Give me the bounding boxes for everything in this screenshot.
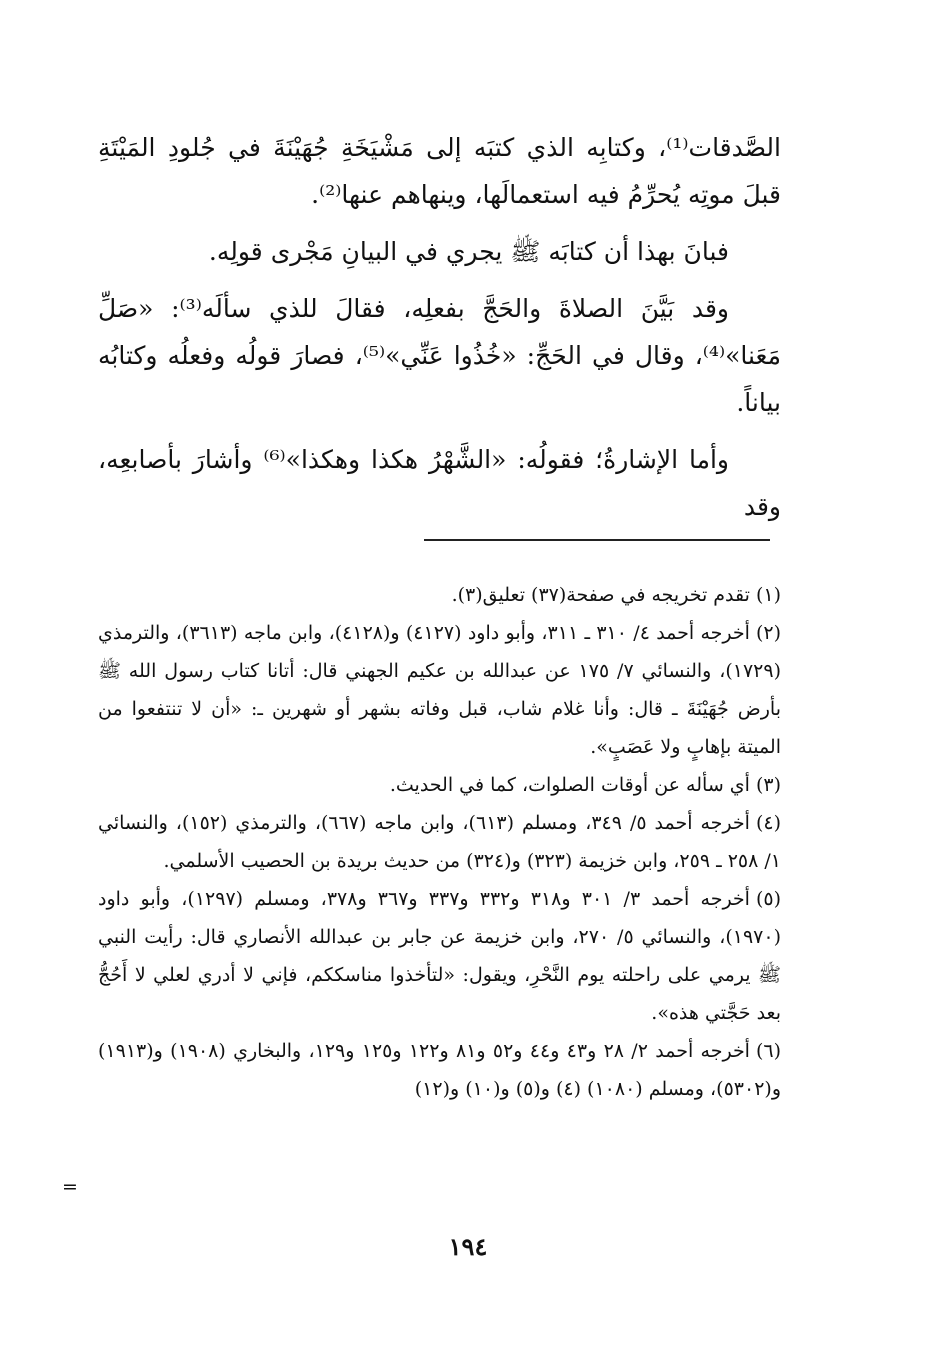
footnote-1 — [98, 576, 781, 614]
footnote-2 — [98, 614, 781, 766]
footnote-5 — [98, 880, 781, 1032]
footnote-number: (٣) — [755, 774, 781, 796]
continuation-mark: = — [62, 1176, 78, 1198]
paragraph-2: فبانَ بهذا أن كتابَه ﷺ يجري في البيانِ مَجْرى قولِه. — [208, 237, 729, 266]
footnote-number: (١) — [755, 584, 781, 606]
footnote-text: أخرجه أحمد ٥/ ٣٤٩، ومسلم (٦١٣)، وابن ماجه (٦٦٧)، والترمذي (١٥٢)، والنسائي ١/ ٢٥٨ ـ ٢٥٩، وابن خزيمة (٣٢٣) و(٣٢٤) من حديث بريدة بن الحصيب الأسلمي. — [98, 812, 781, 872]
footnote-separator — [424, 539, 770, 541]
footnote-text: أي سأله عن أوقات الصلوات، كما في الحديث. — [389, 774, 750, 796]
paragraph-3: وقد بَيَّنَ الصلاةَ والحَجَّ بفعلِه، فقالَ للذي سألَه⁽³⁾: «صَلِّ مَعَنا»⁽⁴⁾، وقال في الحَجِّ: «خُذُوا عَنِّي»⁽⁵⁾، فصارَ قولُه وفعلُه وكتابُه بياناً. — [98, 294, 781, 417]
footnote-number: (٤) — [755, 812, 781, 834]
footnotes — [98, 576, 781, 1108]
footnote-text: أخرجه أحمد ٤/ ٣١٠ ـ ٣١١، وأبو داود (٤١٢٧) و(٤١٢٨)، وابن ماجه (٣٦١٣)، والترمذي (١٧٢٩)، والنسائي ٧/ ١٧٥ عن عبدالله بن عكيم الجهني قال: أتانا كتاب رسول الله ﷺ بأرض جُهَيْنَةَ ـ قال: وأنا غلام شاب، قبل وفاته بشهر أو شهرين ـ: «أن لا تنتفعوا من الميتة بإهابٍ ولا عَصَبٍ». — [98, 622, 781, 758]
main-text — [98, 124, 781, 548]
footnote-number: (٦) — [755, 1040, 782, 1062]
footnote-4 — [98, 804, 781, 880]
footnote-3 — [98, 766, 781, 804]
footnote-text: تقدم تخريجه في صفحة(٣٧) تعليق(٣). — [451, 584, 750, 606]
footnote-text: أخرجه أحمد ٣/ ٣٠١ و٣١٨ و٣٣٢ و٣٣٧ و٣٦٧ و٣٧٨، ومسلم (١٢٩٧)، وأبو داود (١٩٧٠)، والنسائي ٥/ ٢٧٠، وابن خزيمة عن جابر بن عبدالله الأنصاري قال: رأيت النبي ﷺ يرمي على راحلته يوم النَّحْرِ، ويقول: «لتأخذوا مناسككم، فإني لا أدري لعلي لا أَحُجُّ بعد حَجَّتي هذه». — [98, 888, 781, 1024]
footnote-text: أخرجه أحمد ٢/ ٢٨ و٤٣ و٤٤ و٥٢ و٨١ و١٢٢ و١٢٥ و١٢٩، والبخاري (١٩٠٨) و(١٩١٣) و(٥٣٠٢)، ومسلم (١٠٨٠) (٤) و(٥) و(١٠) و(١٢) — [98, 1040, 781, 1100]
paragraph-1: الصَّدقات⁽¹⁾، وكتابِه الذي كتبَه إلى مَشْيَخَةِ جُهَيْنَةَ في جُلودِ المَيْتَةِ قبلَ موتِه يُحرِّمُ فيه استعمالَها، وينهاهم عنها⁽²⁾. — [98, 133, 781, 209]
footnote-number: (٢) — [755, 622, 781, 644]
paragraph-4: وأما الإشارةُ؛ فقولُه: «الشَّهْرُ هكذا وهكذا»⁽⁶⁾ وأشارَ بأصابعِه، وقد — [98, 445, 781, 521]
footnote-6 — [98, 1032, 781, 1108]
page-number: ١٩٤ — [448, 1232, 488, 1261]
footnote-number: (٥) — [755, 888, 782, 910]
